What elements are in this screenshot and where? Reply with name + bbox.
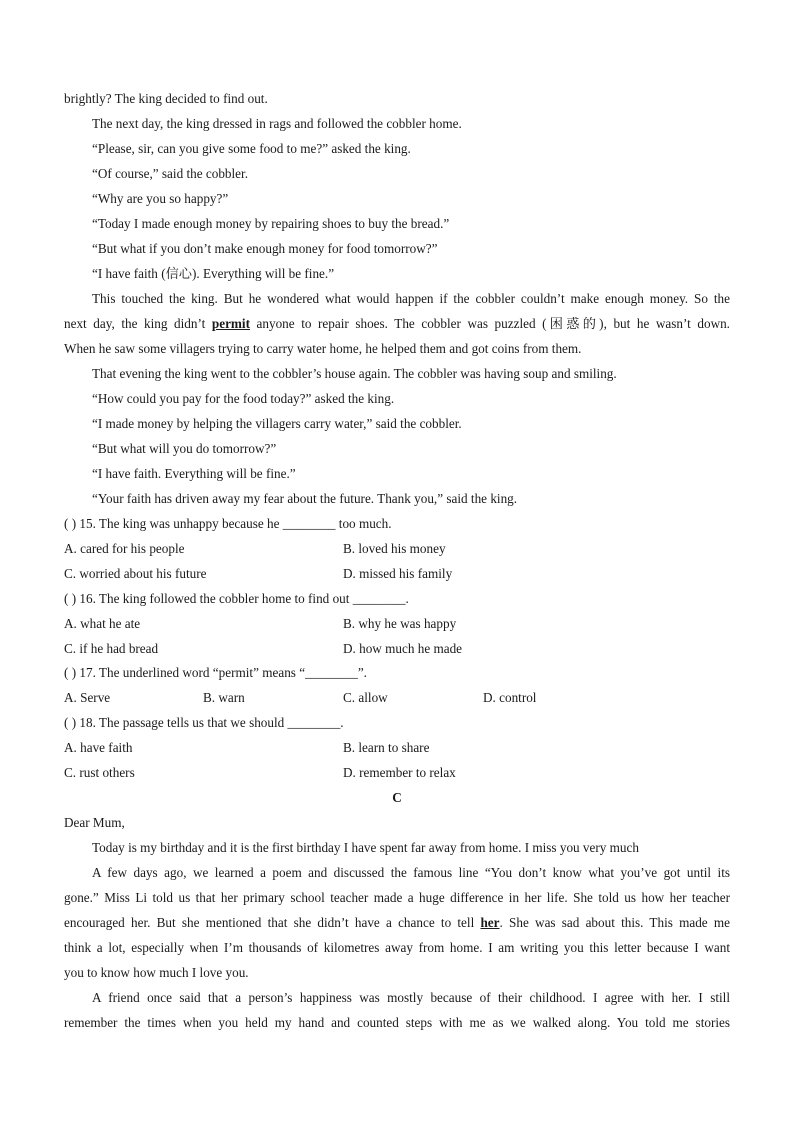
letter-text: . She was sad about this. This made me bbox=[499, 915, 730, 930]
question-option: A. Serve bbox=[64, 690, 111, 705]
dialogue-line: “I have faith. Everything will be fine.” bbox=[92, 466, 296, 481]
dialogue-line: “Of course,” said the cobbler. bbox=[92, 166, 248, 181]
letter-text: think a lot, especially when I’m thousands of kilometres away from home. I am writing you this letter because I want bbox=[64, 940, 730, 955]
dialogue-line: “Your faith has driven away my fear about the future. Thank you,” said the king. bbox=[92, 491, 518, 506]
question-option: A. what he ate bbox=[64, 616, 141, 631]
letter-text: Today is my birthday and it is the first birthday I have spent far away from home. I miss you very much bbox=[92, 840, 639, 855]
question-option: B. warn bbox=[203, 690, 245, 705]
letter-text: gone.” Miss Li told us that her primary school teacher made a huge difference in her life. She told us how her teacher bbox=[64, 890, 730, 905]
letter-text: encouraged her. But she mentioned that she didn’t have a chance to tell bbox=[64, 915, 481, 930]
letter-text: you to know how much I love you. bbox=[64, 965, 249, 980]
dialogue-line: “Please, sir, can you give some food to me?” asked the king. bbox=[92, 141, 411, 156]
question-option: C. allow bbox=[343, 690, 388, 705]
question-option: C. worried about his future bbox=[64, 566, 207, 581]
letter-text-with-underline bbox=[64, 915, 730, 931]
question-option: B. learn to share bbox=[343, 740, 430, 755]
story-text: That evening the king went to the cobbler’s house again. The cobbler was having soup and smiling. bbox=[92, 366, 617, 381]
question-stem: ( ) 15. The king was unhappy because he ________ too much. bbox=[64, 516, 392, 531]
dialogue-line: “But what will you do tomorrow?” bbox=[92, 441, 277, 456]
letter-salutation: Dear Mum, bbox=[64, 815, 125, 830]
question-stem: ( ) 17. The underlined word “permit” means “________”. bbox=[64, 665, 367, 680]
story-text-with-underline bbox=[64, 316, 730, 332]
story-text: brightly? The king decided to find out. bbox=[64, 91, 268, 106]
section-heading: C bbox=[392, 790, 402, 805]
letter-text: A few days ago, we learned a poem and discussed the famous line “You don’t know what you’ve got until its bbox=[92, 865, 730, 880]
story-text: The next day, the king dressed in rags and followed the cobbler home. bbox=[92, 116, 462, 131]
question-option: A. cared for his people bbox=[64, 541, 185, 556]
question-option: D. how much he made bbox=[343, 641, 463, 656]
question-stem: ( ) 18. The passage tells us that we should ________. bbox=[64, 715, 344, 730]
dialogue-line: “Today I made enough money by repairing shoes to buy the bread.” bbox=[92, 216, 450, 231]
letter-text: A friend once said that a person’s happiness was mostly because of their childhood. I agree with her. I still bbox=[92, 990, 730, 1005]
dialogue-line: “I have faith (信心). Everything will be fine.” bbox=[92, 266, 335, 281]
question-option: A. have faith bbox=[64, 740, 133, 755]
story-text: When he saw some villagers trying to carry water home, he helped them and got coins from them. bbox=[64, 341, 582, 356]
question-option: D. control bbox=[483, 690, 537, 705]
underlined-word-permit: permit bbox=[211, 316, 250, 331]
dialogue-line: “I made money by helping the villagers carry water,” said the cobbler. bbox=[92, 416, 462, 431]
story-text: This touched the king. But he wondered what would happen if the cobbler couldn’t make enough money. So the bbox=[92, 291, 730, 306]
question-option: B. loved his money bbox=[343, 541, 446, 556]
dialogue-line: “How could you pay for the food today?” asked the king. bbox=[92, 391, 395, 406]
question-option: D. remember to relax bbox=[343, 765, 456, 780]
question-option: B. why he was happy bbox=[343, 616, 457, 631]
story-text: next day, the king didn’t bbox=[64, 316, 212, 331]
story-text: anyone to repair shoes. The cobbler was puzzled (困惑的), but he wasn’t down. bbox=[249, 316, 730, 331]
dialogue-line: “But what if you don’t make enough money for food tomorrow?” bbox=[92, 241, 438, 256]
question-option: C. if he had bread bbox=[64, 641, 159, 656]
letter-text: remember the times when you held my hand and counted steps with me as we walked along. You told me stories bbox=[64, 1015, 730, 1030]
question-stem: ( ) 16. The king followed the cobbler home to find out ________. bbox=[64, 591, 409, 606]
question-option: C. rust others bbox=[64, 765, 135, 780]
dialogue-line: “Why are you so happy?” bbox=[92, 191, 229, 206]
question-option: D. missed his family bbox=[343, 566, 453, 581]
underlined-word-her: her bbox=[480, 915, 500, 930]
